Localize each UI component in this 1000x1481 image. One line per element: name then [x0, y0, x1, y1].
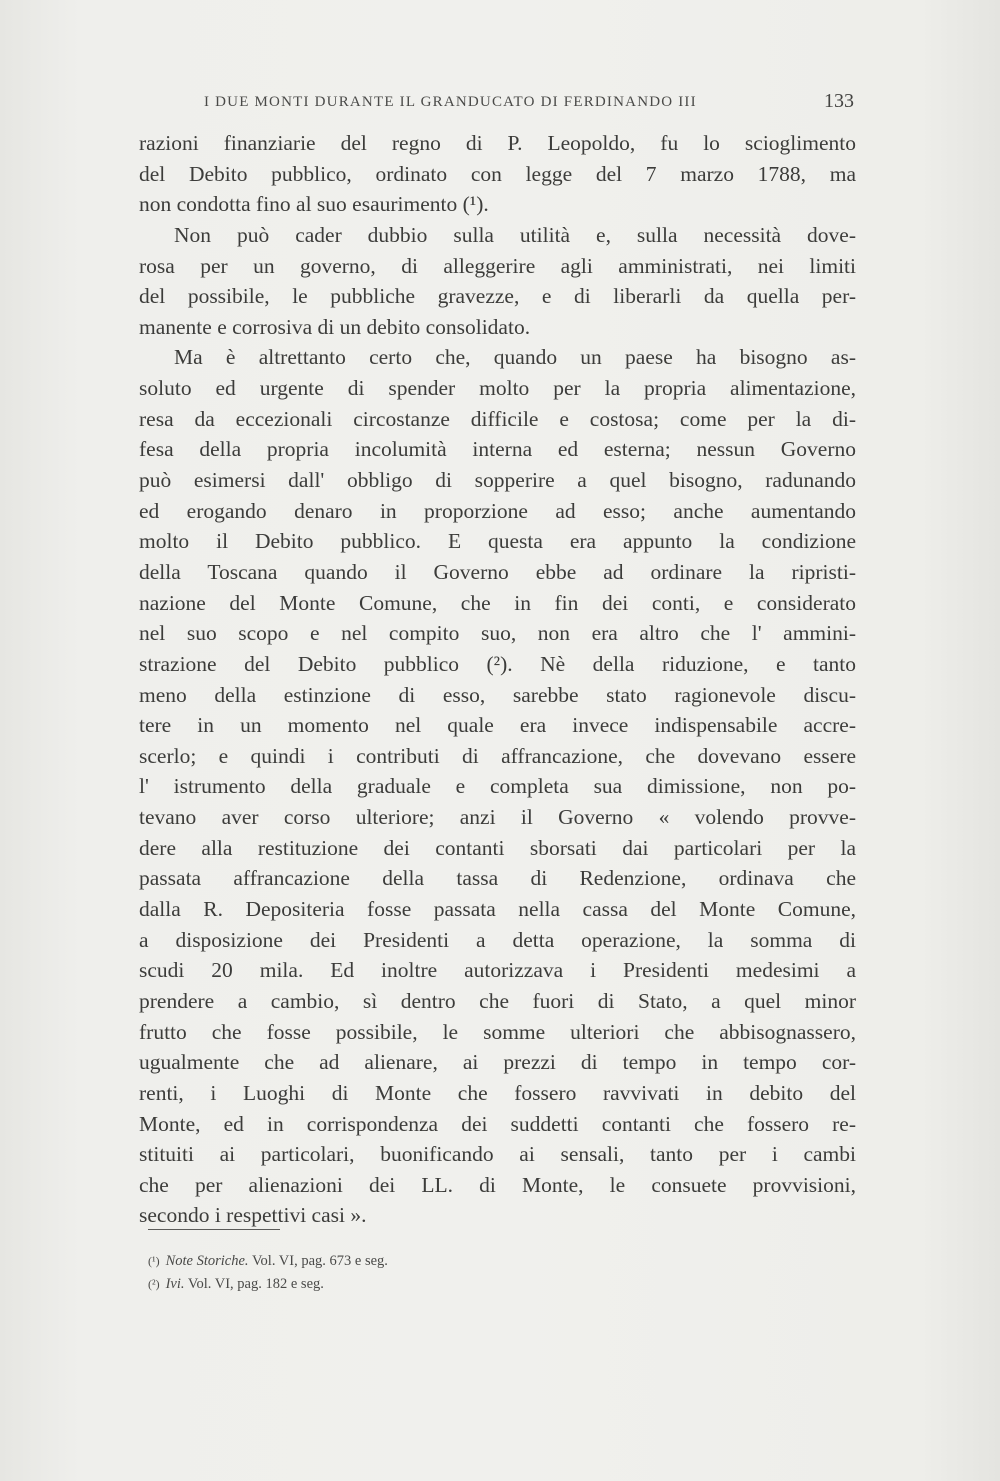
text-line: meno della estinzione di esso, sarebbe stato ragionevole discu-: [139, 682, 856, 707]
text-line: strazione del Debito pubblico (²). Nè della riduzione, e tanto: [139, 651, 856, 676]
text-line: del possibile, le pubbliche gravezze, e di liberarli da quella per-: [139, 284, 856, 309]
text-line: soluto ed urgente di spender molto per la propria alimentazione,: [139, 376, 856, 401]
footnote-divider: [148, 1229, 280, 1230]
text-line: nazione del Monte Comune, che in fin dei conti, e considerato: [139, 590, 856, 615]
text-line: tere in un momento nel quale era invece indispensabile accre-: [139, 713, 856, 738]
text-line: Monte, ed in corrispondenza dei suddetti contanti che fossero re-: [139, 1111, 856, 1136]
footnote-1: [148, 1250, 648, 1273]
footnote-mark: (¹): [148, 1254, 160, 1268]
text-line: del Debito pubblico, ordinato con legge del 7 marzo 1788, ma: [139, 161, 856, 186]
footnote-reference: Vol. VI, pag. 673 e seg.: [251, 1253, 388, 1269]
text-line: a disposizione dei Presidenti a detta operazione, la somma di: [139, 927, 856, 952]
text-line: tevano aver corso ulteriore; anzi il Governo « volendo provve-: [139, 805, 856, 830]
page-header: [140, 90, 856, 120]
text-line: dere alla restituzione dei contanti sborsati dai particolari per la: [139, 835, 856, 860]
text-line: l' istrumento della graduale e completa sua dimissione, non po-: [139, 774, 856, 799]
text-line: prendere a cambio, sì dentro che fuori di Stato, a quel minor: [139, 988, 856, 1013]
text-line: stituiti ai particolari, buonificando ai sensali, tanto per i cambi: [139, 1142, 856, 1167]
text-line: passata affrancazione della tassa di Redenzione, ordinava che: [139, 866, 856, 891]
text-line: della Toscana quando il Governo ebbe ad ordinare la ripristi-: [139, 559, 856, 584]
footnotes: [148, 1250, 648, 1296]
page-number: 133: [824, 90, 854, 112]
text-line: scerlo; e quindi i contributi di affrancazione, che dovevano essere: [139, 743, 856, 768]
footnote-source: Ivi.: [165, 1276, 185, 1292]
footnote-2: [148, 1273, 648, 1296]
text-line: Non può cader dubbio sulla utilità e, sulla necessità dove-: [174, 222, 856, 247]
text-line: Ma è altrettanto certo che, quando un paese ha bisogno as-: [174, 345, 856, 370]
text-line: nel suo scopo e nel compito suo, non era altro che l' ammini-: [139, 621, 856, 646]
text-line: rosa per un governo, di alleggerire agli amministrati, nei limiti: [139, 253, 856, 278]
text-line: molto il Debito pubblico. E questa era appunto la condizione: [139, 529, 856, 554]
text-line: manente e corrosiva di un debito consolidato.: [139, 314, 531, 339]
footnote-source: Note Storiche.: [165, 1253, 249, 1269]
text-line: ugualmente che ad alienare, ai prezzi di tempo in tempo cor-: [139, 1050, 856, 1075]
text-line: dalla R. Depositeria fosse passata nella cassa del Monte Comune,: [139, 897, 856, 922]
text-line: ed erogando denaro in proporzione ad esso; anche aumentando: [139, 498, 856, 523]
text-line: renti, i Luoghi di Monte che fossero ravvivati in debito del: [139, 1080, 856, 1105]
text-line: resa da eccezionali circostanze difficile e costosa; come per la di-: [139, 406, 856, 431]
text-line: razioni finanziarie del regno di P. Leopoldo, fu lo scioglimento: [139, 131, 856, 155]
text-line: fesa della propria incolumità interna ed esterna; nessun Governo: [139, 437, 856, 462]
text-line: scudi 20 mila. Ed inoltre autorizzava i Presidenti medesimi a: [139, 958, 856, 983]
text-line: non condotta fino al suo esaurimento (¹).: [139, 192, 489, 217]
text-line: secondo i respettivi casi ».: [139, 1203, 367, 1228]
text-line: può esimersi dall' obbligo di sopperire a quel bisogno, radunando: [139, 468, 856, 493]
text-line: che per alienazioni dei LL. di Monte, le consuete provvisioni,: [139, 1172, 856, 1197]
body-text: [139, 128, 856, 1231]
footnote-reference: Vol. VI, pag. 182 e seg.: [187, 1276, 324, 1292]
footnote-mark: (²): [148, 1277, 160, 1291]
text-line: frutto che fosse possibile, le somme ulteriori che abbisognassero,: [139, 1019, 856, 1044]
running-title: I DUE MONTI DURANTE IL GRANDUCATO DI FERDINANDO III: [204, 94, 697, 110]
